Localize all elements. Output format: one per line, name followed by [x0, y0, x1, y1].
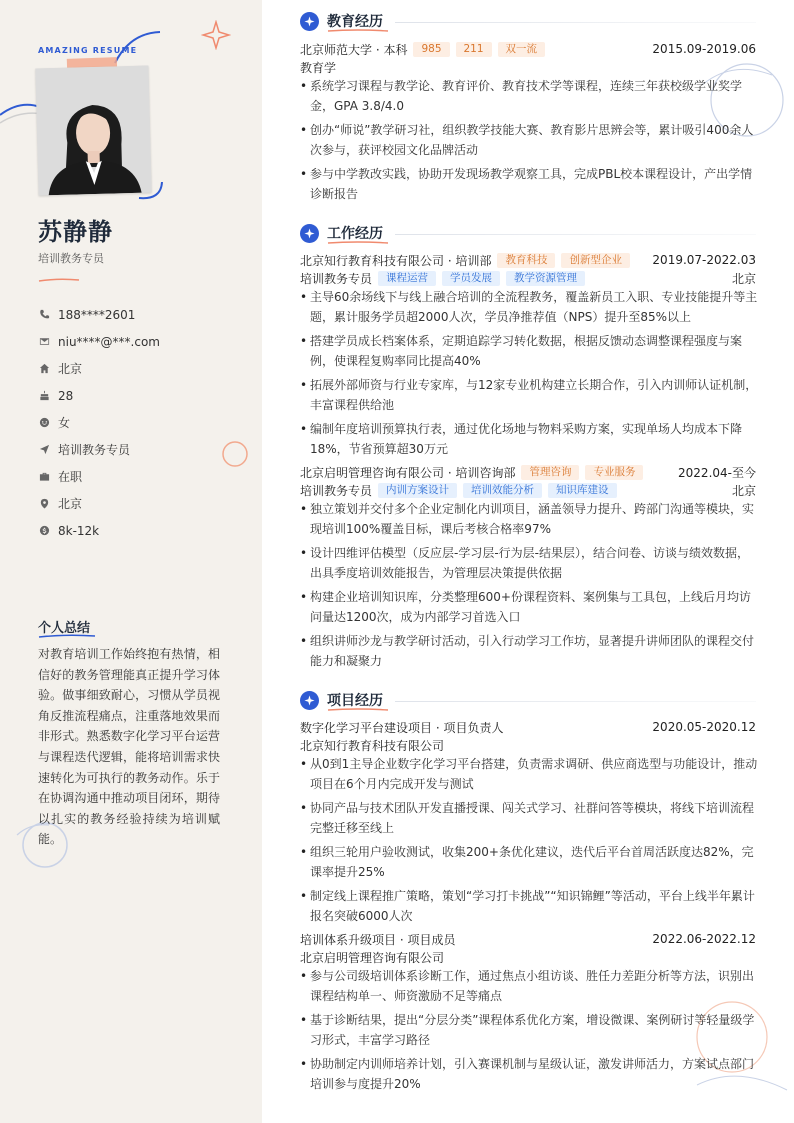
section-education-title-text: 教育经历 — [327, 14, 383, 30]
education-tag: 双一流 — [498, 42, 546, 57]
list-item: • 设计四维评估模型（反应层-学习层-行为层-结果层），结合问卷、访谈与绩效数据，出具季度培训效能报告，为管理层决策提供依据 — [300, 543, 758, 583]
contact-email-value: niu****@***.com — [58, 334, 160, 349]
contact-phone — [38, 301, 160, 328]
project-header-row — [300, 930, 756, 948]
company-tag: 教育科技 — [497, 253, 555, 268]
star-icon — [201, 20, 231, 50]
money-icon — [38, 525, 50, 537]
avatar — [35, 66, 151, 196]
job-title: 培训教务专员 — [38, 252, 104, 265]
company-tag: 专业服务 — [585, 465, 643, 480]
project-header-row — [300, 718, 756, 736]
section-title-underline — [327, 707, 389, 712]
project-date: 2022.06-2022.12 — [652, 932, 756, 946]
project-bullets — [300, 966, 758, 1098]
company-tag: 创新型企业 — [561, 253, 630, 268]
sidebar — [0, 0, 262, 1123]
contact-location — [38, 490, 160, 517]
amazing-resume-label: AMAZING RESUME — [38, 46, 138, 55]
section-education-header — [300, 11, 756, 31]
list-item: • 构建企业培训知识库，分类整理600+份课程资料、案例集与工具包，上线后月均访问量达1200次，成为内部学习首选入口 — [300, 587, 758, 627]
job-bullets — [300, 287, 758, 463]
cake-icon — [38, 390, 50, 402]
list-item: • 系统学习课程与教学论、教育评价、教育技术学等课程，连续三年获校级学业奖学金，GPA 3.8/4.0 — [300, 76, 758, 116]
education-tag: 211 — [456, 42, 492, 57]
location-icon — [38, 498, 50, 510]
contact-age-value: 28 — [58, 388, 74, 403]
job-date: 2022.04-至今 — [678, 465, 756, 480]
project-name: 培训体系升级项目 · 项目成员 — [300, 932, 456, 947]
section-work-header — [300, 223, 756, 243]
project-bullets — [300, 754, 758, 930]
section-projects-header — [300, 690, 756, 710]
list-item: • 主导60余场线下与线上融合培训的全流程教务，覆盖新员工入职、专业技能提升等主题，累计服务学员超2000人次，学员净推荐值（NPS）提升至85%以上 — [300, 287, 758, 327]
list-item: • 参与公司级培训体系诊断工作，通过焦点小组访谈、胜任力差距分析等方法，识别出课程结构单一、师资激励不足等痛点 — [300, 966, 758, 1006]
job-company: 北京知行教育科技有限公司 · 培训部 — [300, 253, 492, 268]
summary-heading: 个人总结 — [38, 621, 91, 636]
title-underline — [38, 278, 80, 282]
job-role-row — [300, 269, 756, 287]
section-work-title-text: 工作经历 — [327, 226, 383, 242]
contact-status — [38, 463, 160, 490]
contact-list — [38, 301, 160, 544]
contact-location-value: 北京 — [58, 497, 83, 511]
role-tag: 课程运营 — [378, 271, 436, 286]
section-divider — [395, 234, 756, 235]
job-bullets — [300, 499, 758, 675]
contact-city — [38, 355, 160, 382]
section-work-title — [327, 223, 383, 243]
list-item: • 协同产品与技术团队开发直播授课、闯关式学习、社群问答等模块，将线下培训流程完整迁移至线上 — [300, 798, 758, 838]
list-item: • 搭建学员成长档案体系，定期追踪学习转化数据，根据反馈动态调整课程强度与案例，使课程复购率同比提高40% — [300, 331, 758, 371]
education-school: 北京师范大学 · 本科 — [300, 42, 408, 57]
job-date: 2019.07-2022.03 — [652, 253, 756, 267]
contact-city-value: 北京 — [58, 362, 83, 376]
project-name: 数字化学习平台建设项目 · 项目负责人 — [300, 720, 504, 735]
smile-icon — [38, 417, 50, 429]
role-tag: 知识库建设 — [548, 483, 617, 498]
list-item: • 制定线上课程推广策略，策划“学习打卡挑战”“知识锦鲤”等活动，平台上线半年累计报名突破6000人次 — [300, 886, 758, 926]
contact-email — [38, 328, 160, 355]
education-major: 教育学 — [300, 61, 337, 75]
list-item: • 从0到1主导企业数字化学习平台搭建，负责需求调研、供应商选型与功能设计，推动项目在6个月内完成开发与测试 — [300, 754, 758, 794]
contact-gender-value: 女 — [58, 416, 71, 430]
job-role-row — [300, 481, 756, 499]
phone-icon — [38, 309, 50, 321]
job-city: 北京 — [731, 271, 756, 286]
summary-underline — [38, 633, 96, 639]
sparkle-icon — [300, 691, 319, 710]
job-header-row — [300, 251, 756, 269]
list-item: • 协助制定内训师培养计划，引入赛课机制与星级认证，激发讲师活力，方案试点部门培训参与度提升20% — [300, 1054, 758, 1094]
job-city: 北京 — [731, 483, 756, 498]
section-divider — [395, 701, 756, 702]
list-item: • 拓展外部师资与行业专家库，与12家专业机构建立长期合作，引入内训师认证机制，丰富课程供给池 — [300, 375, 758, 415]
contact-gender — [38, 409, 160, 436]
section-divider — [395, 22, 756, 23]
role-tag: 培训效能分析 — [463, 483, 542, 498]
education-tag: 985 — [413, 42, 449, 57]
section-title-underline — [327, 28, 389, 33]
project-company: 北京启明管理咨询有限公司 — [300, 951, 445, 965]
sparkle-icon — [300, 12, 319, 31]
role-tag: 学员发展 — [442, 271, 500, 286]
company-tag: 管理咨询 — [521, 465, 579, 480]
candidate-name: 苏静静 — [38, 218, 113, 246]
briefcase-icon — [38, 471, 50, 483]
avatar-portrait-icon — [35, 66, 151, 196]
section-title-underline — [327, 240, 389, 245]
list-item: • 创办“师说”教学研习社，组织教学技能大赛、教育影片思辨会等，累计吸引400余人次参与，获评校园文化品牌活动 — [300, 120, 758, 160]
contact-target-role-value: 培训教务专员 — [58, 443, 131, 457]
contact-salary — [38, 517, 160, 544]
sparkle-icon — [300, 224, 319, 243]
education-bullets — [300, 76, 758, 208]
project-company: 北京知行教育科技有限公司 — [300, 739, 445, 753]
education-header-row — [300, 40, 756, 58]
list-item: • 编制年度培训预算执行表，通过优化场地与物料采购方案，实现单场人均成本下降18%，节省预算超30万元 — [300, 419, 758, 459]
job-header-row — [300, 463, 756, 481]
section-projects-title-text: 项目经历 — [327, 693, 383, 709]
list-item: • 组织讲师沙龙与教学研讨活动，引入行动学习工作坊，显著提升讲师团队的课程交付能力和凝聚力 — [300, 631, 758, 671]
role-tag: 内训方案设计 — [378, 483, 457, 498]
contact-age — [38, 382, 160, 409]
project-date: 2020.05-2020.12 — [652, 720, 756, 734]
role-tag: 教学资源管理 — [506, 271, 585, 286]
contact-phone-value: 188****2601 — [58, 307, 136, 322]
home-icon — [38, 363, 50, 375]
main-content — [262, 0, 794, 1123]
job-role: 培训教务专员 — [300, 483, 373, 498]
summary-text: 对教育培训工作始终抱有热情，相信好的教务管理能真正提升学习体验。做事细致耐心，习惯从学员视角反推流程痛点，注重落地效果而非形式。熟悉数字化学习平台运营与课程迭代逻辑，能将培训需求快速转化为可执行的教务动作。乐于在协调沟通中推动项目闭环，期待以扎实的教务经验持续为培训赋能。 — [38, 647, 220, 847]
list-item: • 独立策划并交付多个企业定制化内训项目，涵盖领导力提升、跨部门沟通等模块，实现培训100%覆盖目标，课后考核合格率97% — [300, 499, 758, 539]
section-education-title — [327, 11, 383, 31]
list-item: • 参与中学教改实践，协助开发现场教学观察工具，完成PBL校本课程设计，产出学情诊断报告 — [300, 164, 758, 204]
education-date: 2015.09-2019.06 — [652, 42, 756, 56]
list-item: • 组织三轮用户验收测试，收集200+条优化建议，迭代后平台首周活跃度达82%，完课率提升25% — [300, 842, 758, 882]
job-role: 培训教务专员 — [300, 271, 373, 286]
decorative-circle-icon — [220, 440, 250, 470]
contact-salary-value: 8k-12k — [58, 523, 100, 538]
send-icon — [38, 444, 50, 456]
list-item: • 基于诊断结果，提出“分层分类”课程体系优化方案，增设微课、案例研讨等轻量级学习形式，丰富学习路径 — [300, 1010, 758, 1050]
contact-status-value: 在职 — [58, 470, 83, 484]
contact-target-role — [38, 436, 160, 463]
job-company: 北京启明管理咨询有限公司 · 培训咨询部 — [300, 465, 516, 480]
mail-icon — [38, 336, 50, 348]
section-projects-title — [327, 690, 383, 710]
